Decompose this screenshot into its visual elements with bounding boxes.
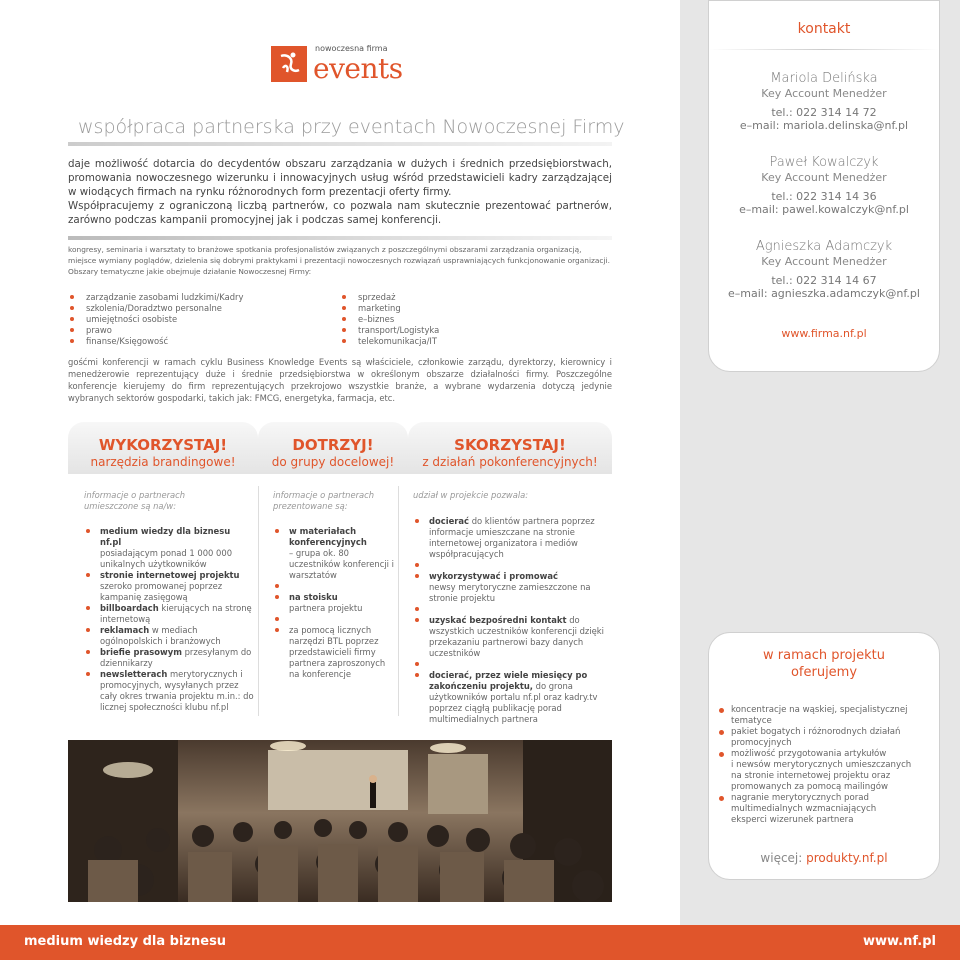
headline-main: WYKORZYSTAJ! xyxy=(98,436,228,454)
branding-list xyxy=(84,526,254,713)
topics-list-right xyxy=(340,292,600,347)
list-spacer xyxy=(413,659,607,670)
list-item: pakiet bogatych i różnorodnych działań xyxy=(717,727,937,738)
contact-phone[interactable]: tel.: 022 314 14 36 xyxy=(771,190,877,203)
guests-paragraph: gośćmi konferencji w ramach cyklu Business Knowledge Events są właściciele, członkowie zarządu, dyrektorzy, kierownicy i menedżerowie reprezentujący duże i średnie przedsiębiorstwa w określonym obszarze działalności firmy. Poszczególne konferencje kierujemy do firm reprezentujących przekrojowo wszystkie branże, a wybrane wydarzenia dotyczą jedynie wybranych sektorów gospodarki, takich jak: FMCG, energetyka, farmacja, etc. xyxy=(68,357,612,403)
list-item: transport/Logistyka xyxy=(340,325,600,336)
headline-main: DOTRZYJ! xyxy=(292,436,374,454)
list-item: promowanych za pomocą mailingów xyxy=(731,782,888,792)
list-item xyxy=(84,625,254,647)
list-item-text: do grona użytkowników portalu nf.pl oraz kadry.tv poprzez ciągłą publikację porad multimedialnych partnera xyxy=(429,681,598,724)
contact-email[interactable]: e–mail: agnieszka.adamczyk@nf.pl xyxy=(728,287,920,300)
list-item xyxy=(273,592,397,614)
logo-mark xyxy=(271,46,307,82)
footer-tagline: medium wiedzy dla biznesu xyxy=(24,934,227,949)
list-item xyxy=(413,571,607,604)
list-item xyxy=(413,516,607,560)
list-spacer xyxy=(413,560,607,571)
list-item-bold: newsletterach xyxy=(100,669,168,679)
benefits-list xyxy=(413,516,607,725)
conference-photo xyxy=(68,740,612,902)
contact-email[interactable]: e–mail: pawel.kowalczyk@nf.pl xyxy=(739,203,909,216)
list-item-bold: billboardach xyxy=(100,603,159,613)
list-item-bold: briefie prasowym xyxy=(100,647,182,657)
website-link[interactable]: www.firma.nf.pl xyxy=(781,327,867,340)
list-item: eksperci wizerunek partnera xyxy=(731,815,854,825)
contact-title: kontakt xyxy=(797,21,851,37)
headline-box-wykorzystaj xyxy=(68,422,258,474)
contact-person xyxy=(709,239,939,300)
list-item xyxy=(413,615,607,659)
list-item-bold: na stoisku xyxy=(289,592,338,602)
right-sidebar xyxy=(680,0,960,925)
presentation-list xyxy=(273,526,397,680)
intro-paragraph-1: daje możliwość dotarcia do decydentów obszaru zarządzania w dużych i średnich przedsiębiorstwach, promowania nowoczesnego wizerunku i innowacyjnych usług wśród przedstawicieli kadry zarządzającej w wiodących firmach na rynku różnorodnych form prezentacji oferty firmy. xyxy=(68,158,612,198)
list-item-text: do wszystkich uczestników konferencji dzięki przekazaniu partnerowi bazy danych uczestników xyxy=(429,615,604,658)
list-item: sprzedaż xyxy=(340,292,600,303)
column-heading-line: prezentowane są: xyxy=(273,501,348,511)
contact-person xyxy=(709,155,939,216)
column-heading xyxy=(273,490,374,512)
contact-email[interactable]: e–mail: mariola.delinska@nf.pl xyxy=(739,119,909,132)
contact-name: Agnieszka Adamczyk xyxy=(755,239,893,254)
column-branding xyxy=(68,486,258,716)
footer-url[interactable]: www.nf.pl xyxy=(862,934,936,949)
list-item: możliwość przygotowania artykułów xyxy=(717,749,937,760)
list-item-text: newsy merytoryczne zamieszczone na stronie projektu xyxy=(429,582,591,603)
contact-name: Paweł Kowalczyk xyxy=(769,155,879,170)
list-item-text: – grupa ok. 80 uczestników konferencji i warsztatów xyxy=(289,548,394,580)
list-item xyxy=(273,526,397,581)
list-item: telekomunikacja/IT xyxy=(340,336,600,347)
list-item-bold: reklamach xyxy=(100,625,150,635)
list-item-bold: w materiałach konferencyjnych xyxy=(289,526,367,547)
more-products xyxy=(709,851,939,865)
list-item xyxy=(84,603,254,625)
column-heading: udział w projekcie pozwala: xyxy=(413,490,529,500)
column-post-conference xyxy=(398,486,612,724)
list-item-bold: docierać, przez wiele miesięcy po zakończeniu projektu, xyxy=(429,670,588,691)
topics-list-left xyxy=(68,292,328,347)
offer-list xyxy=(717,705,937,826)
list-item: e–biznes xyxy=(340,314,600,325)
column-heading xyxy=(84,490,185,512)
headline-sub: narzędzia brandingowe! xyxy=(90,455,236,469)
list-item: na stronie internetowej projektu oraz xyxy=(731,771,891,781)
list-item-text: w mediach ogólnopolskich i branżowych xyxy=(100,625,221,646)
list-item: prawo xyxy=(68,325,328,336)
contact-role: Key Account Menedżer xyxy=(761,87,887,100)
list-item-text: za pomocą licznych narzędzi BTL poprzez przedstawicieli firmy partnera zaproszonych na konferencje xyxy=(289,625,386,679)
contact-person xyxy=(709,71,939,132)
list-item xyxy=(413,670,607,725)
offer-title xyxy=(709,647,939,681)
list-item: zarządzanie zasobami ludzkimi/Kadry xyxy=(68,292,328,303)
list-spacer xyxy=(273,614,397,625)
list-item xyxy=(273,625,397,680)
contact-panel xyxy=(708,0,940,372)
more-label: więcej: xyxy=(760,851,803,865)
events-description-text: kongresy, seminaria i warsztaty to branżowe spotkania profesjonalistów związanych z poszczególnymi obszarami zarządzania organizacją, miejsce wymiany poglądów, dzielenia się dobrymi praktykami i prezentacji nowoczesnych rozwiązań usprawniających funkcjonowanie organizacji. xyxy=(68,245,610,265)
list-item: koncentracje na wąskiej, specjalistycznej xyxy=(717,705,937,716)
logo-subtitle: nowoczesna firma xyxy=(315,44,388,53)
contact-phone[interactable]: tel.: 022 314 14 67 xyxy=(771,274,877,287)
list-item xyxy=(84,570,254,603)
section-divider xyxy=(68,236,612,240)
headline-sub: z działań pokonferencyjnych! xyxy=(422,455,598,469)
page-title: współpraca partnerska przy eventach Nowoczesnej Firmy xyxy=(78,116,625,138)
offer-title-line-2: oferujemy xyxy=(790,665,858,680)
list-item-text: przesyłanym do dziennikarzy xyxy=(100,647,252,668)
offer-title-line-1: w ramach projektu xyxy=(763,648,885,663)
list-item-text: szeroko promowanej poprzez kampanię zasięgową xyxy=(100,581,223,602)
list-item: promocyjnych xyxy=(731,738,792,748)
intro-text xyxy=(68,157,612,227)
list-item-bold: uzyskać bezpośredni kontakt xyxy=(429,615,567,625)
events-description xyxy=(68,244,612,277)
list-item: marketing xyxy=(340,303,600,314)
list-item: tematyce xyxy=(731,716,772,726)
contact-title-divider xyxy=(709,49,939,50)
list-item-text: partnera projektu xyxy=(289,603,363,613)
events-logo xyxy=(271,44,411,84)
title-underline xyxy=(68,142,612,146)
logo-wordmark: events xyxy=(313,52,403,85)
list-item-bold: wykorzystywać i promować xyxy=(429,571,558,581)
list-item-bold: medium wiedzy dla biznesu nf.pl xyxy=(100,526,231,547)
list-item: umiejętności osobiste xyxy=(68,314,328,325)
list-item-text: do klientów partnera poprzez informacje umieszczane na stronie internetowej organizatora i mediów współpracujących xyxy=(429,516,595,559)
offer-panel xyxy=(708,632,940,880)
intro-paragraph-2: Współpracujemy z ograniczoną liczbą partnerów, co pozwala nam skutecznie prezentować partnerów, zarówno podczas kampanii promocyjnej jak i podczas samej konferencji. xyxy=(68,200,612,226)
contact-phone[interactable]: tel.: 022 314 14 72 xyxy=(771,106,877,119)
list-item-bold: docierać xyxy=(429,516,470,526)
list-item xyxy=(84,526,254,570)
column-heading-line: umieszczone są na/w: xyxy=(84,501,177,511)
list-item-text: kierujących na stronę internetową xyxy=(100,603,252,624)
column-heading-line: informacje o partnerach xyxy=(273,490,375,500)
list-spacer xyxy=(273,581,397,592)
footer-bar xyxy=(0,925,960,960)
column-heading-line: informacje o partnerach xyxy=(84,490,186,500)
list-item-text: posiadającym ponad 1 000 000 unikalnych użytkowników xyxy=(100,548,233,569)
list-spacer xyxy=(413,604,607,615)
list-item: nagranie merytorycznych porad xyxy=(717,793,937,804)
list-item: szkolenia/Doradztwo personalne xyxy=(68,303,328,314)
headline-box-skorzystaj xyxy=(408,422,612,474)
headline-sub: do grupy docelowej! xyxy=(271,455,395,469)
list-item: finanse/Księgowość xyxy=(68,336,328,347)
list-item xyxy=(84,669,254,713)
list-item: i newsów merytorycznych umieszczanych xyxy=(731,760,912,770)
contact-role: Key Account Menedżer xyxy=(761,255,887,268)
list-item-bold: stronie internetowej projektu xyxy=(100,570,240,580)
headline-main: SKORZYSTAJ! xyxy=(454,436,566,454)
contact-role: Key Account Menedżer xyxy=(761,171,887,184)
column-target-group xyxy=(258,486,398,716)
list-item: multimedialnych wzmacniających xyxy=(731,804,877,814)
list-item xyxy=(84,647,254,669)
headline-box-dotrzyj xyxy=(258,422,408,474)
more-link[interactable]: produkty.nf.pl xyxy=(806,851,888,865)
contact-name: Mariola Delińska xyxy=(770,71,878,86)
topics-intro: Obszary tematyczne jakie obejmuje działanie Nowoczesnej Firmy: xyxy=(68,267,312,276)
list-item-text: merytorycznych i promocyjnych, wysyłanych przez cały okres trwania projektu m.in.: do licznej społeczności klubu nf.pl xyxy=(100,669,254,712)
